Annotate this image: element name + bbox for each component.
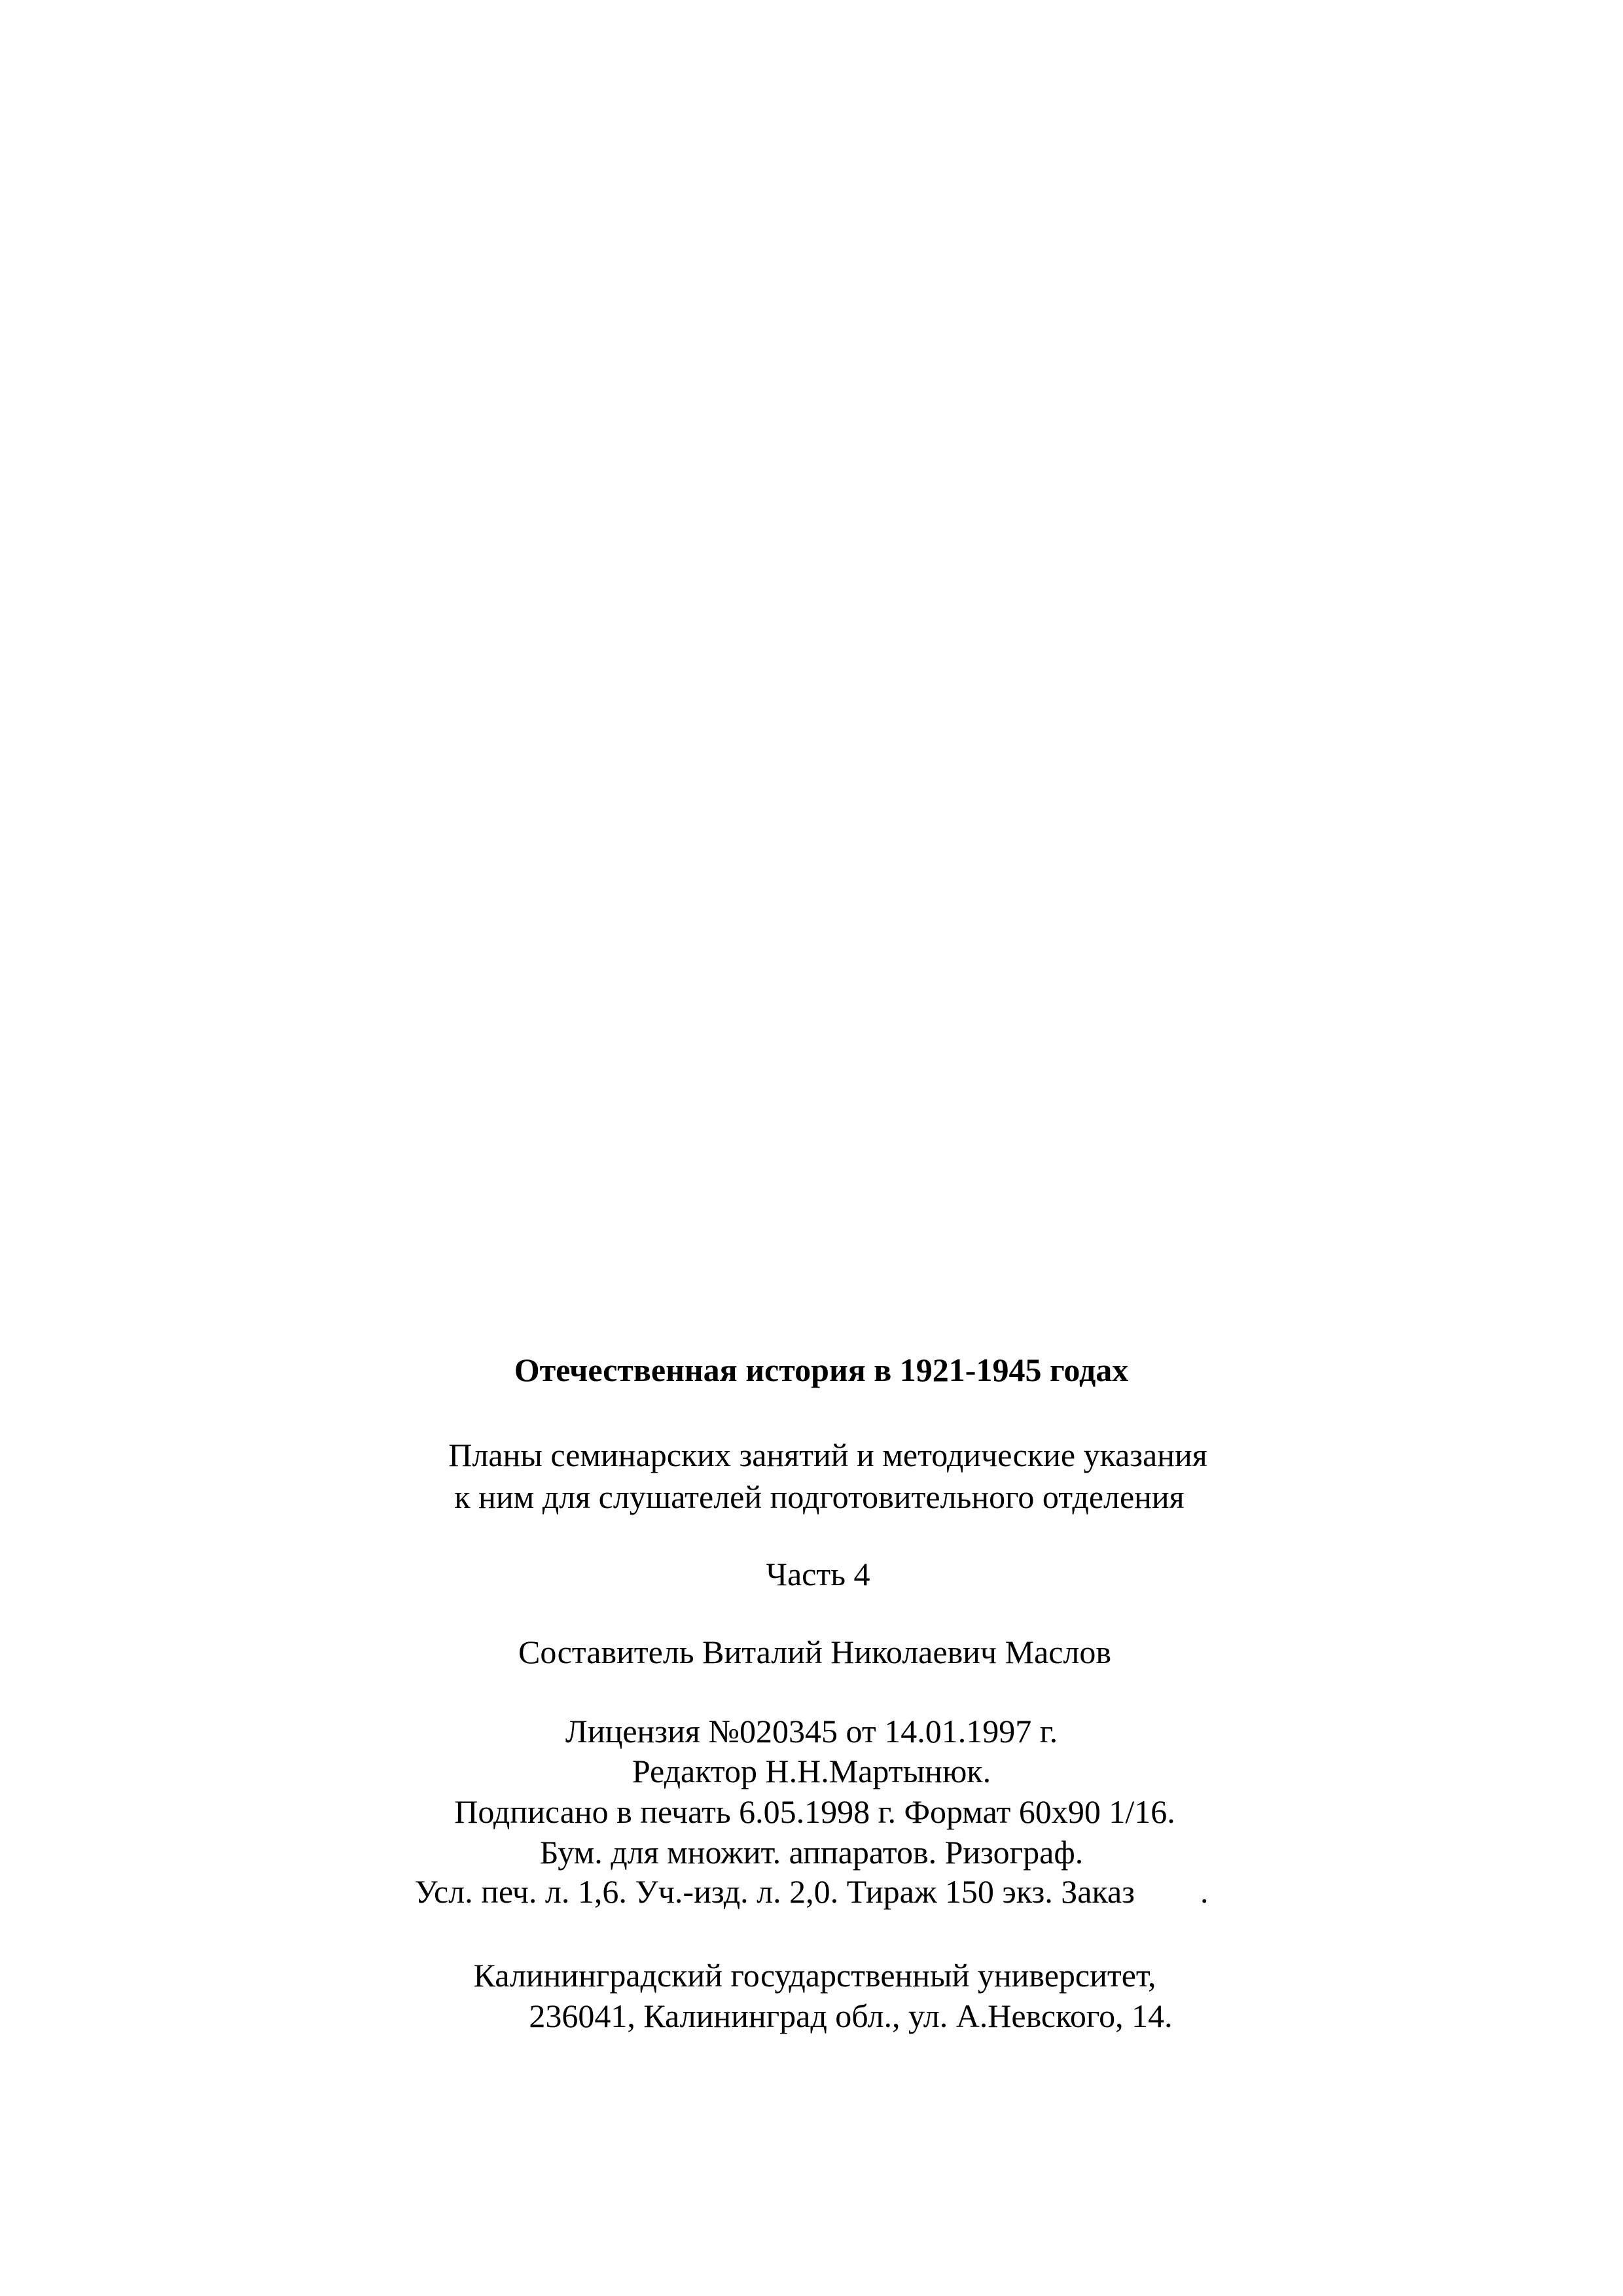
compiler-line: Составитель Виталий Николаевич Маслов	[518, 1634, 1111, 1670]
editor-line: Редактор Н.Н.Мартынюк.	[632, 1753, 991, 1789]
license-line: Лицензия №020345 от 14.01.1997 г.	[565, 1713, 1058, 1749]
part-number: Часть 4	[766, 1556, 870, 1592]
document-title: Отечественная история в 1921-1945 годах	[514, 1352, 1129, 1388]
subtitle-line-1: Планы семинарских занятий и методические указания	[448, 1437, 1207, 1473]
address-line: 236041, Калининград обл., ул. А.Невского, 14.	[529, 1998, 1173, 2034]
subtitle-line-2: к ним для слушателей подготовительного отделения	[454, 1479, 1185, 1515]
paper-line: Бум. для множит. аппаратов. Ризограф.	[539, 1834, 1084, 1871]
university-line: Калининградский государственный университет,	[473, 1957, 1156, 1994]
signed-for-print-line: Подписано в печать 6.05.1998 г. Формат 60х90 1/16.	[454, 1793, 1175, 1830]
printing-details-line: Усл. печ. л. 1,6. Уч.-изд. л. 2,0. Тираж 150 экз. Заказ .	[414, 1873, 1209, 1910]
